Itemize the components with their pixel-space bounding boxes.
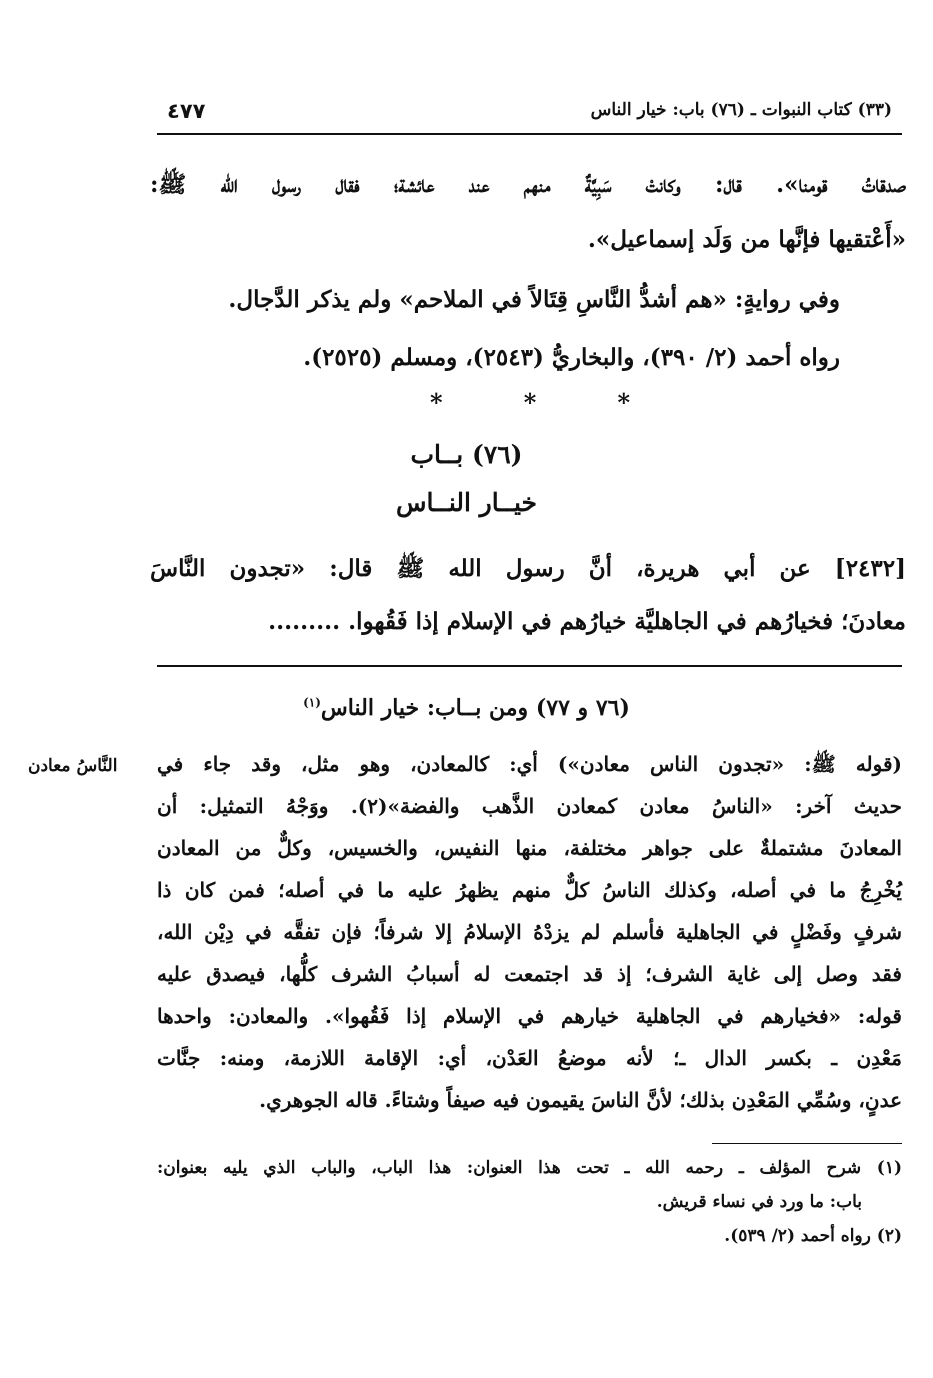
hadith-block (150, 554, 906, 634)
commentary-line-2: حديث آخر: «الناسُ معادن كمعادن الذَّهب والفضة»(٢). ووَجْهُ التمثيل: أن (157, 794, 902, 818)
section-divider (157, 665, 902, 667)
footnote-1-line-2: باب: ما ورد في نساء قريش. (656, 1192, 862, 1212)
footnotes (157, 1158, 902, 1258)
commentary-line-3: المعادنَ مشتملةٌ على جواهر مختلفة، منها النفيس، والخسيس، وكلٌّ من المعادن (157, 836, 902, 860)
star-3: * (617, 388, 630, 417)
chapter-title: خيــار النــاس (396, 488, 537, 517)
running-title: (٣٣) كتاب النبوات ـ (٧٦) باب: خيار الناس (590, 100, 892, 120)
hadith-line-1: [٢٤٣٢] عن أبي هريرة، أنَّ رسول الله ﷺ قال: «تجدون النَّاسَ (150, 555, 906, 582)
top-line-1: صدقاتُ قومنا». قال: وكانتْ سَبِيَّةٌ منهم عند عائشة؛ فقال رسول الله ﷺ: (150, 171, 906, 198)
commentary-heading (0, 695, 933, 721)
page-number: ٤٧٧ (167, 99, 206, 123)
margin-note: النَّاسُ معادن (28, 756, 118, 776)
top-line-2: «أَعْتقيها فإنَّها من وَلَد إسماعيل». (587, 226, 906, 253)
footnote-1-line-1: (١) شرح المؤلف ـ رحمه الله ـ تحت هذا العنوان: هذا الباب، والباب الذي يليه بعنوان: (157, 1158, 902, 1178)
top-text-block (150, 170, 906, 390)
running-header (157, 97, 902, 131)
top-line-3: وفي روايةٍ: «هم أشدُّ النَّاسِ قِتَالاً في الملاحم» ولم يذكر الدَّجال. (228, 286, 840, 313)
commentary-body (157, 752, 902, 1132)
footnote-rule (712, 1143, 902, 1144)
footnote-2: (٢) رواه أحمد (٢/ ٥٣٩). (724, 1226, 902, 1246)
top-line-4: رواه أحمد (٢/ ٣٩٠)، والبخاريُّ (٢٥٤٣)، ومسلم (٢٥٢٥). (303, 344, 840, 371)
hadith-line-2: معادنَ؛ فخيارُهم في الجاهليَّة خيارُهم في الإسلام إذا فَقُهوا. ......... (268, 608, 906, 635)
chapter-number: (٧٦) بــاب (410, 440, 523, 469)
star-2: * (523, 388, 537, 417)
star-1: * (430, 388, 443, 417)
footnote-ref-1: (١) (303, 695, 321, 710)
commentary-line-8: مَعْدِن ـ بكسر الدال ـ؛ لأنه موضعُ العَدْن، أي: الإقامة اللازمة، ومنه: جنَّات (157, 1046, 902, 1070)
commentary-line-1: (قوله ﷺ: «تجدون الناس معادن») أي: كالمعادن، وهو مثل، وقد جاء في (157, 752, 902, 776)
commentary-line-5: شرفٍ وفَضْلٍ في الجاهلية فأسلم لم يزدْهُ الإسلامُ إلا شرفاً؛ فإن تفقَّه في دِيْن الله، (157, 920, 902, 944)
commentary-line-7: قوله: «فخيارهم في الجاهلية خيارهم في الإسلام إذا فَقُهوا». والمعادن: واحدها (157, 1004, 902, 1028)
commentary-line-6: فقد وصل إلى غاية الشرف؛ إذ قد اجتمعت له أسبابُ الشرف كلُّها، فيصدق عليه (157, 962, 902, 986)
header-rule (157, 133, 902, 135)
commentary-heading-text: (٧٦ و ٧٧) ومن بــاب: خيار الناس (320, 695, 630, 721)
section-stars (430, 388, 630, 417)
commentary-line-9: عدنٍ، وسُمِّي المَعْدِن بذلك؛ لأنَّ الناسَ يقيمون فيه صيفاً وشتاءً. قاله الجوهري. (259, 1088, 902, 1112)
commentary-line-4: يُخْرِجُ ما في أصله، وكذلك الناسُ كلٌّ منهم يظهرُ عليه ما في أصله؛ فمن كان ذا (157, 878, 902, 902)
